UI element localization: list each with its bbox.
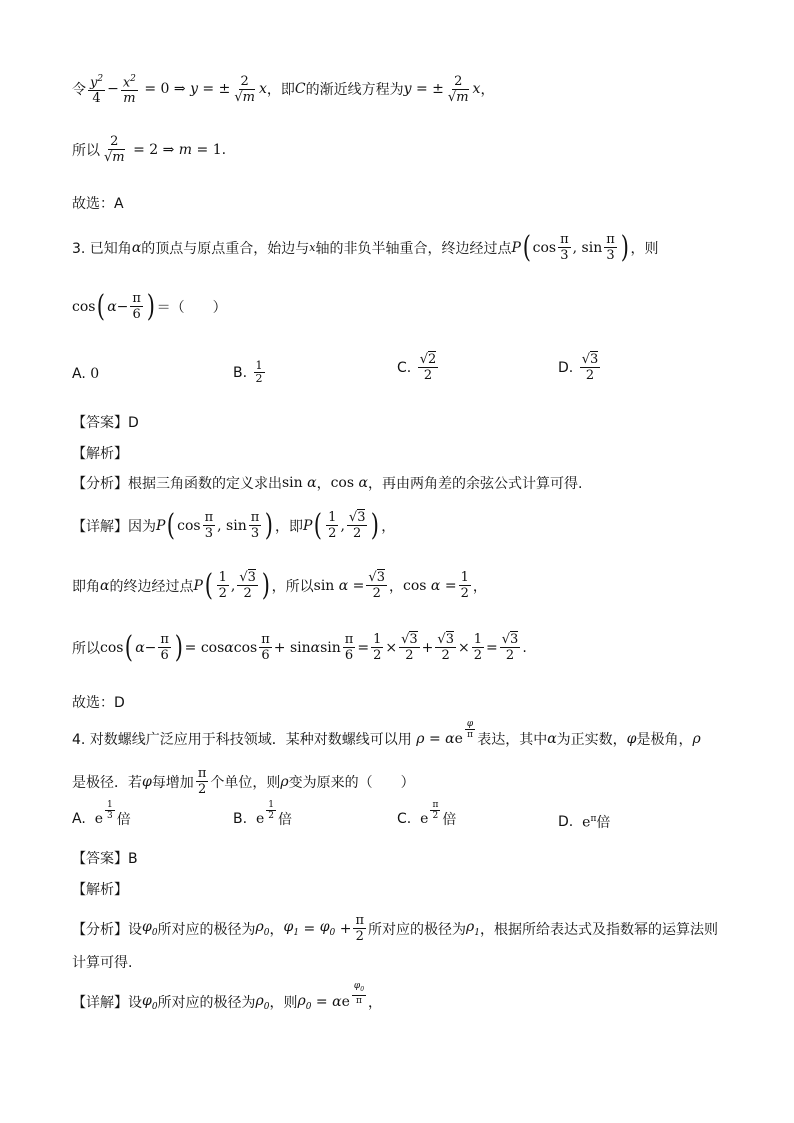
q4-option-c: C. e $\frac{\pi}{2}$ 倍 — [397, 800, 457, 828]
q4-option-b: B. e $\frac{1}{2}$ 倍 — [233, 800, 292, 828]
text: 轴的非负半轴重合，终边经过点 — [315, 240, 512, 257]
q3-option-d: D. $\frac{√3}{2}$ — [558, 352, 599, 383]
detail-3-line1: 【详解】因为 P ( cos $\frac{\pi}{3}$ , sin $\frac{\pi}{3}$ ) ，即 P ( $\frac{1}{2}$ , $\frac{√3}{2}$ ) ， — [72, 507, 396, 543]
answer-select-d: 故选：D — [72, 695, 125, 711]
text: ，即 — [266, 82, 295, 99]
q4-option-a: A. e $\frac{1}{3}$ 倍 — [72, 800, 131, 828]
text: ，则 — [630, 240, 659, 257]
analysis-3: 【分析】根据三角函数的定义求出 sin α ， cos α ，再由两角差的余弦公式计算可得. — [72, 475, 583, 492]
analysis-4-line2: 计算可得. — [72, 955, 133, 971]
line-solve-m: 所以 $\frac{2}{√m}$ = 2 ⇒ m = 1 . — [72, 134, 227, 165]
answer-4: 【答案】B — [72, 851, 138, 867]
text: 的顶点与原点重合，始边与 — [141, 240, 310, 257]
q3-option-b: B. $\frac{1}{2}$ — [233, 359, 263, 385]
analysis-4-line1: 【分析】设 $\varphi_0$ 所对应的极径为 $\rho_0$ ， $\varphi_1$ = $\varphi_0$ + $\frac{\pi}{2}$ 所对应的极径为 $\rho_1$ ，根据所给表达式及指数幂的运算法则 — [72, 913, 718, 944]
q3-option-c: C. $\frac{√2}{2}$ — [397, 352, 437, 383]
answer-3: 【答案】D — [72, 415, 139, 431]
q4-option-d: D. $e^\pi$ 倍 — [558, 813, 611, 831]
text: . — [221, 141, 227, 158]
text: 令 — [72, 82, 86, 99]
formula: $\frac{x^2}{m}$ — [122, 74, 136, 107]
question-3-line2: cos ( α − $\frac{\pi}{6}$ ) ＝（ ） — [72, 288, 227, 324]
answer-select-a: 故选：A — [72, 196, 124, 212]
analysis-3-heading: 【解析】 — [72, 446, 128, 462]
q3-option-a: A. 0 — [72, 366, 100, 382]
text: ， — [480, 82, 495, 99]
text: 3. 已知角 — [72, 240, 132, 257]
detail-3-line2: 即角 α 的终边经过点 P ( $\frac{1}{2}$ , $\frac{√3}{2}$ ) ，所以 sin α = $\frac{√3}{2}$ ， cos α = $\frac{1}{2}$ ， — [72, 567, 487, 603]
formula: $\frac{y^2}{4}$ — [90, 74, 104, 107]
detail-3-line3: 所以 cos ( α − $\frac{\pi}{6}$ ) = cos α cos $\frac{\pi}{6}$ + sin α sin $\frac{\pi}{6}$ = $\frac{1}{2}$ × $\frac{√3}{2}$ + $\frac{√3}{2}$ × $\frac{1}{2}$ = $\frac{√3}{2}$ . — [72, 629, 527, 665]
text: 的渐近线方程为 — [305, 82, 404, 99]
text: 所以 — [72, 142, 100, 159]
line-asymptote: 令 $\frac{y^2}{4}$ − $\frac{x^2}{m}$ = 0 ⇒ y = ± $\frac{2}{√m}$ x ，即 C 的渐近线方程为 y = ± $\frac{2}{√m}$ x ， — [72, 73, 495, 107]
question-4-line2: 是极径．若 φ 每增加 $\frac{\pi}{2}$ 个单位，则 ρ 变为原来的（ ） — [72, 766, 415, 797]
question-4-line1: 4. 对数螺线广泛应用于科技领域．某种对数螺线可以用 ρ = α e $\frac{\varphi}{\pi}$ 表达，其中 α 为正实数， φ 是极角， ρ — [72, 719, 701, 748]
question-3-line1: 3. 已知角 α 的顶点与原点重合，始边与 x 轴的非负半轴重合，终边经过点 P ( cos $\frac{\pi}{3}$ , sin $\frac{\pi}{3}$ ) ，则 — [72, 229, 659, 265]
analysis-4-heading: 【解析】 — [72, 882, 128, 898]
text: ＝（ ） — [156, 299, 227, 316]
detail-4-line1: 【详解】设 $\varphi_0$ 所对应的极径为 $\rho_0$ ，则 $\rho_0$ = α e $\frac{\varphi_0}{\pi}$ ， — [72, 981, 383, 1012]
